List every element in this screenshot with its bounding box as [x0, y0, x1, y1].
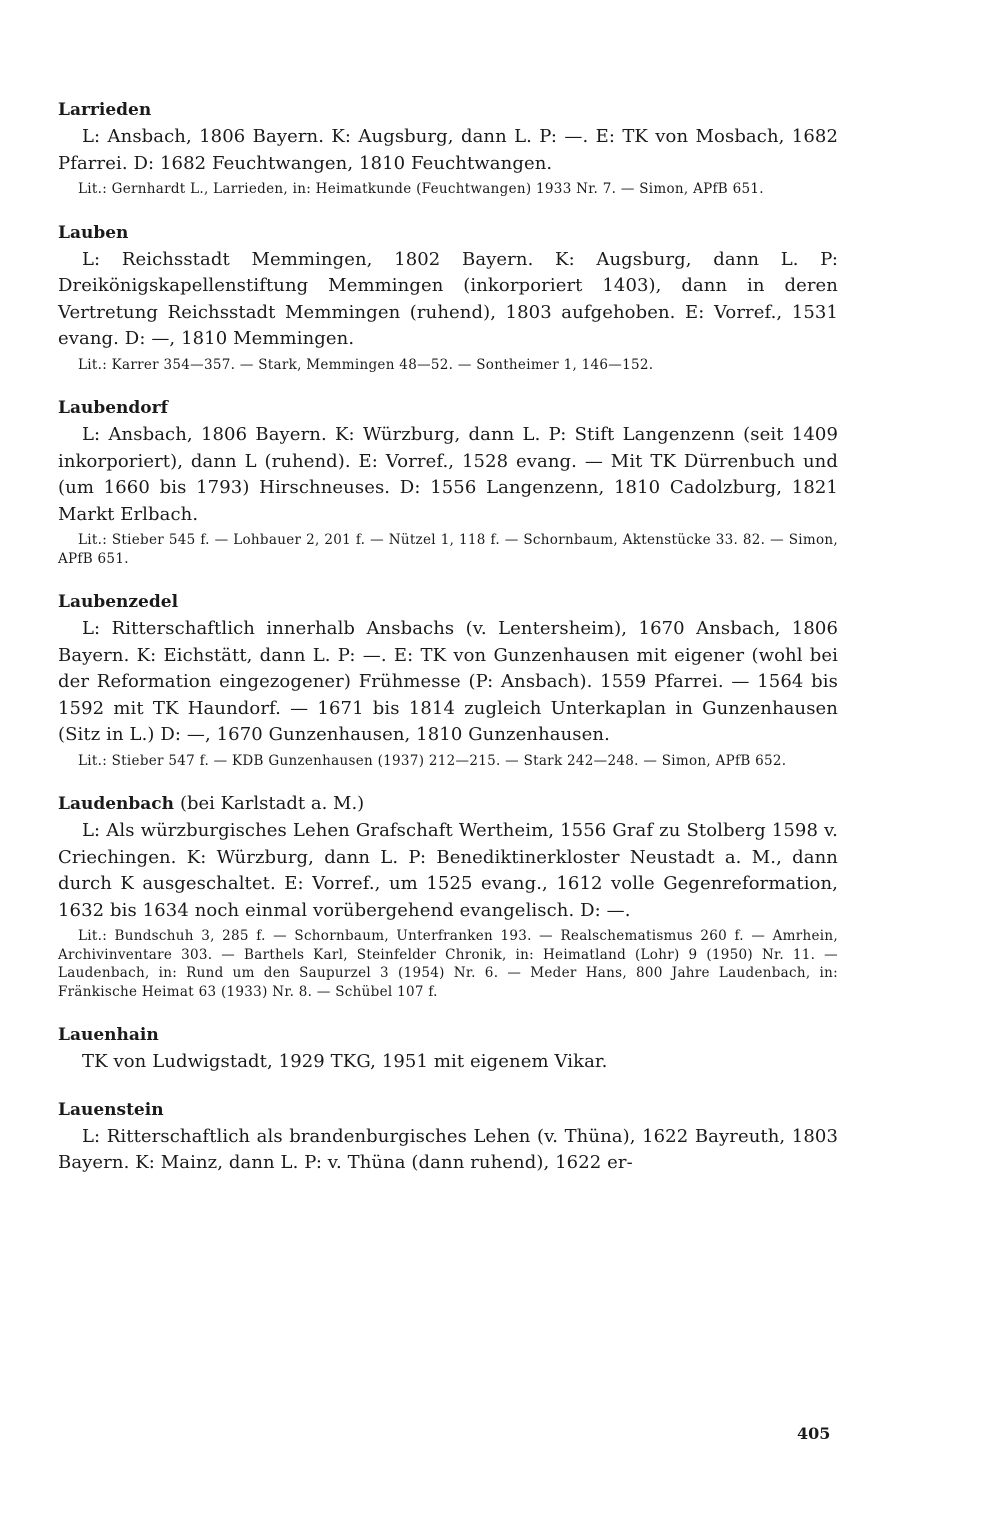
- entry-laubenzedel: [58, 590, 838, 770]
- entry-body: L: Reichsstadt Memmingen, 1802 Bayern. K: Augsburg, dann L. P: Dreikönigskapellenstiftung Memmingen (inkorporiert 1403), dann in deren Vertretung Reichsstadt Memmingen (ruhend), 1803 aufgehoben. E: Vorref., 1531 evang. D: —, 1810 Memmingen.: [58, 248, 838, 349]
- entry-body: L: Ritterschaftlich innerhalb Ansbachs (v. Lentersheim), 1670 Ansbach, 1806 Bayern. K: Eichstätt, dann L. P: —. E: TK von Gunzenhausen mit eigener (wohl bei der Reformation eingezogener) Frühmesse (P: Ansbach). 1559 Pfarrei. — 1564 bis 1592 mit TK Haundorf. — 1671 bis 1814 zugleich Unterkaplan in Gunzenhausen (Sitz in L.) D: —, 1670 Gunzenhausen, 1810 Gunzenhausen.: [58, 618, 838, 745]
- entry-heading: Laubenzedel: [58, 592, 179, 612]
- entry-heading: Larrieden: [58, 100, 152, 120]
- entry-heading-note: (bei Karlstadt a. M.): [179, 793, 365, 814]
- entry-literature: Lit.: Stieber 545 f. — Lohbauer 2, 201 f. — Nützel 1, 118 f. — Schornbaum, Aktenstücke 33. 82. — Simon, APfB 651.: [58, 532, 838, 567]
- entry-heading: Laubendorf: [58, 398, 168, 418]
- entry-literature: Lit.: Bundschuh 3, 285 f. — Schornbaum, Unterfranken 193. — Realschematismus 260 f. — Amrhein, Archivinventare 303. — Barthels Karl, Steinfelder Chronik, in: Heimatland (Lohr) 9 (1950) Nr. 11. — Laudenbach, in: Rund um den Saupurzel 3 (1954) Nr. 6. — Meder Hans, 800 Jahre Laudenbach, in: Fränkische Heimat 63 (1933) Nr. 8. — Schübel 107 f.: [58, 928, 838, 1000]
- entry-heading: Laudenbach (bei Karlstadt a. M.): [58, 793, 365, 814]
- page-number: 405: [797, 1424, 831, 1443]
- entry-laubendorf: [58, 396, 838, 568]
- entry-body: L: Als würzburgisches Lehen Grafschaft Wertheim, 1556 Graf zu Stolberg 1598 v. Criechingen. K: Würzburg, dann L. P: Benediktinerkloster Neustadt a. M., dann durch K ausgeschaltet. E: Vorref., um 1525 evang., 1612 volle Gegenreformation, 1632 bis 1634 noch einmal vorübergehend evangelisch. D: —.: [58, 820, 838, 921]
- entry-literature: Lit.: Gernhardt L., Larrieden, in: Heimatkunde (Feuchtwangen) 1933 Nr. 7. — Simon, APfB 651.: [78, 181, 764, 197]
- entry-heading: Lauben: [58, 222, 129, 243]
- entry-body: L: Ansbach, 1806 Bayern. K: Würzburg, dann L. P: Stift Langenzenn (seit 1409 inkorporiert), dann L (ruhend). E: Vorref., 1528 evang. — Mit TK Dürrenbuch und (um 1660 bis 1793) Hirschneuses. D: 1556 Langenzenn, 1810 Cadolzburg, 1821 Markt Erlbach.: [58, 424, 838, 525]
- entry-body: L: Ansbach, 1806 Bayern. K: Augsburg, dann L. P: —. E: TK von Mosbach, 1682 Pfarrei. D: 1682 Feuchtwangen, 1810 Feuchtwangen.: [58, 126, 838, 174]
- entry-heading: Lauenhain: [58, 1025, 159, 1045]
- entry-lauenstein: [58, 1098, 838, 1177]
- entry-body: L: Ritterschaftlich als brandenburgisches Lehen (v. Thüna), 1622 Bayreuth, 1803 Bayern. K: Mainz, dann L. P: v. Thüna (dann ruhend), 1622 er-: [58, 1125, 838, 1173]
- entry-literature: Lit.: Karrer 354—357. — Stark, Memmingen 48—52. — Sontheimer 1, 146—152.: [78, 356, 654, 373]
- entry-heading: Lauenstein: [58, 1099, 164, 1120]
- entry-lauben: [58, 221, 838, 375]
- entry-larrieden: [58, 98, 838, 199]
- entry-lauenhain: [58, 1023, 838, 1076]
- entry-laudenbach: [58, 792, 838, 1001]
- document-page: [58, 98, 838, 1199]
- entry-body: TK von Ludwigstadt, 1929 TKG, 1951 mit eigenem Vikar.: [82, 1051, 608, 1072]
- entry-literature: Lit.: Stieber 547 f. — KDB Gunzenhausen (1937) 212—215. — Stark 242—248. — Simon, APfB 652.: [78, 752, 787, 769]
